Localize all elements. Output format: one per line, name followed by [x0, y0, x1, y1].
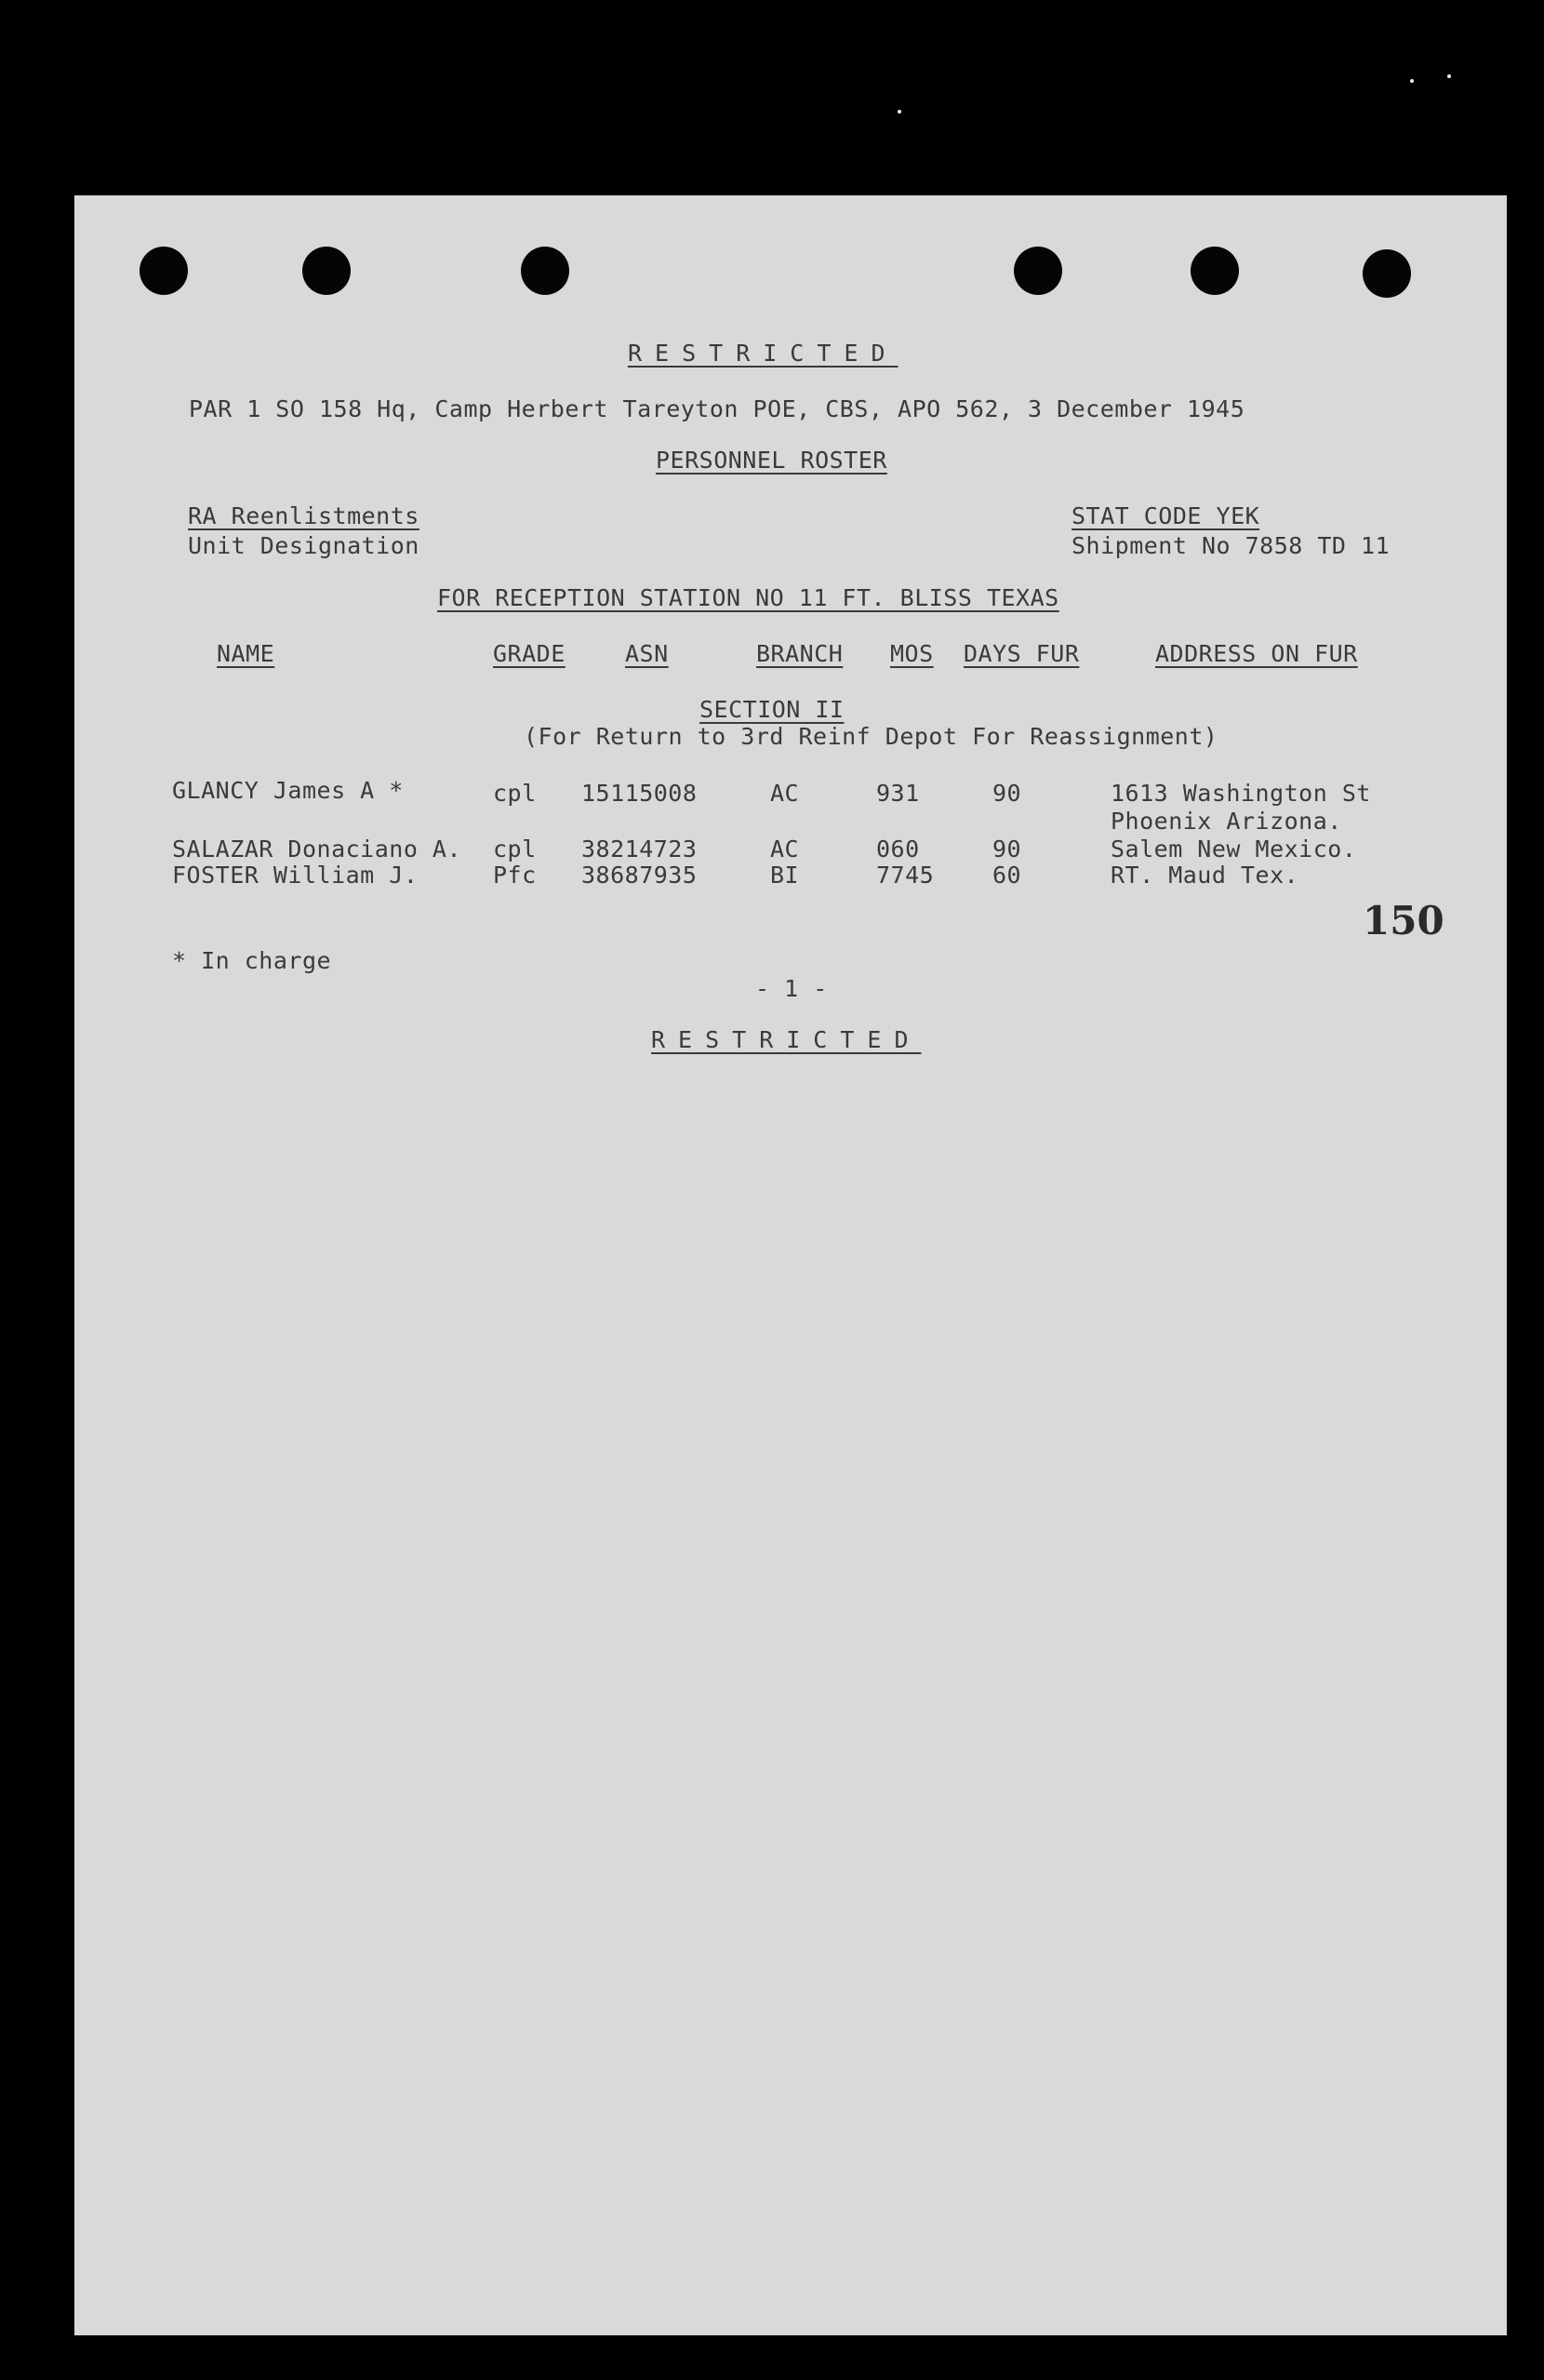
section-subtitle: (For Return to 3rd Reinf Depot For Reassignment) [524, 723, 1218, 750]
punch-hole [1014, 247, 1062, 295]
punch-hole [1191, 247, 1239, 295]
row-address: RT. Maud Tex. [1111, 862, 1299, 889]
section-title: SECTION II [699, 696, 845, 723]
row-mos: 7745 [876, 862, 935, 889]
column-header-branch: BRANCH [756, 640, 844, 667]
document-title: PERSONNEL ROSTER [656, 447, 887, 474]
row-branch: AC [770, 780, 800, 807]
order-line: PAR 1 SO 158 Hq, Camp Herbert Tareyton POE, CBS, APO 562, 3 December 1945 [189, 395, 1245, 422]
column-header-grade: GRADE [493, 640, 566, 667]
scan-speck [1410, 79, 1414, 83]
footnote: * In charge [172, 947, 332, 974]
row-days: 90 [992, 836, 1022, 862]
scan-speck [1447, 74, 1451, 78]
punch-hole [521, 247, 569, 295]
column-header-mos: MOS [890, 640, 934, 667]
document-page [74, 195, 1507, 2335]
punch-hole [302, 247, 351, 295]
row-grade: cpl [493, 836, 537, 862]
stat-code: STAT CODE YEK [1071, 502, 1260, 529]
row-address: 1613 Washington St [1111, 780, 1371, 807]
row-asn: 38687935 [581, 862, 698, 889]
row-branch: BI [770, 862, 800, 889]
row-address-line2: Phoenix Arizona. [1111, 808, 1342, 835]
row-asn: 15115008 [581, 780, 698, 807]
classification-footer: RESTRICTED [651, 1026, 922, 1053]
scan-speck [898, 110, 901, 114]
shipment-number: Shipment No 7858 TD 11 [1071, 532, 1391, 559]
unit-type: RA Reenlistments [188, 502, 419, 529]
destination-line: FOR RECEPTION STATION NO 11 FT. BLISS TEXAS [437, 584, 1059, 611]
page-number: - 1 - [755, 975, 828, 1002]
stamped-page-number: 150 [1363, 898, 1444, 943]
punch-hole [140, 247, 188, 295]
row-asn: 38214723 [581, 836, 698, 862]
row-address: Salem New Mexico. [1111, 836, 1357, 862]
row-name: SALAZAR Donaciano A. [172, 836, 462, 862]
row-grade: cpl [493, 780, 537, 807]
unit-designation-label: Unit Designation [188, 532, 419, 559]
row-name: GLANCY James A * [172, 777, 404, 804]
row-branch: AC [770, 836, 800, 862]
row-grade: Pfc [493, 862, 537, 889]
row-days: 90 [992, 780, 1022, 807]
row-name: FOSTER William J. [172, 862, 419, 889]
column-header-asn: ASN [625, 640, 669, 667]
row-days: 60 [992, 862, 1022, 889]
row-mos: 060 [876, 836, 920, 862]
punch-hole [1363, 249, 1411, 298]
column-header-name: NAME [217, 640, 275, 667]
column-header-days-fur: DAYS FUR [964, 640, 1080, 667]
classification-header: RESTRICTED [628, 340, 898, 367]
row-mos: 931 [876, 780, 920, 807]
column-header-address: ADDRESS ON FUR [1155, 640, 1358, 667]
